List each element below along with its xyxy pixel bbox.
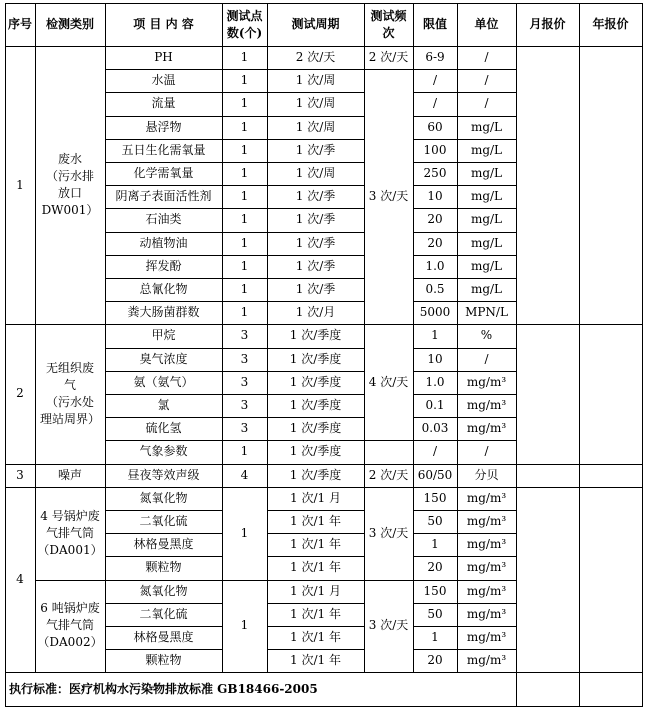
- unit-label: mg/m³: [466, 374, 507, 389]
- item-name: 动植物油: [139, 235, 188, 250]
- test-period: 1 次/季: [295, 212, 336, 227]
- unit-label: mg/m³: [466, 560, 507, 575]
- limit-value: 5000: [419, 305, 451, 320]
- test-points: 1: [240, 166, 249, 181]
- limit-value: /: [432, 444, 438, 459]
- category-label: 4 号锅炉废 气排气筒 （DA001）: [37, 508, 103, 557]
- test-period: 1 次/周: [295, 119, 336, 134]
- category-label: 6 吨锅炉废 气排气筒 （DA002）: [37, 601, 103, 650]
- column-header: 年报价: [592, 17, 629, 31]
- unit-label: %: [480, 328, 493, 343]
- column-header: 月报价: [529, 17, 566, 31]
- column-header: 项 目 内 容: [133, 17, 194, 31]
- unit-label: /: [484, 351, 489, 366]
- column-header: 检测类别: [45, 17, 94, 31]
- test-points: 3: [240, 328, 249, 343]
- item-name: 悬浮物: [145, 119, 182, 134]
- unit-label: mg/L: [470, 189, 503, 204]
- limit-value: 20: [427, 235, 443, 250]
- unit-label: mg/L: [470, 142, 503, 157]
- item-name: 昼夜等效声级: [127, 467, 200, 482]
- test-frequency: [364, 440, 413, 463]
- item-name: 水温: [151, 73, 176, 88]
- unit-label: mg/L: [470, 119, 503, 134]
- item-name: 气象参数: [139, 444, 188, 459]
- grid-line: [105, 3, 106, 673]
- test-period: 1 次/季度: [289, 351, 342, 366]
- unit-label: 分贝: [474, 467, 499, 482]
- unit-label: mg/m³: [466, 421, 507, 436]
- limit-value: 100: [423, 142, 447, 157]
- limit-value: 1.0: [425, 374, 445, 389]
- test-points: 1: [240, 73, 249, 88]
- grid-line: [5, 706, 643, 707]
- item-name: 氮氧化物: [139, 583, 188, 598]
- item-name: 挥发酚: [145, 258, 182, 273]
- test-period: 1 次/1 月: [290, 490, 341, 505]
- grid-line: [457, 3, 458, 673]
- limit-value: 50: [427, 606, 443, 621]
- test-points: 1: [240, 119, 249, 134]
- test-period: 1 次/季度: [289, 444, 342, 459]
- test-points: 1: [240, 212, 249, 227]
- test-points: 3: [240, 398, 249, 413]
- test-points: 3: [240, 374, 249, 389]
- limit-value: 1: [431, 328, 439, 343]
- item-name: 二氧化硫: [139, 606, 188, 621]
- column-header: 序号: [7, 17, 32, 31]
- test-frequency: 3 次/天: [368, 189, 409, 204]
- test-frequency: 3 次/天: [368, 618, 409, 633]
- test-period: 1 次/1 年: [290, 514, 341, 529]
- column-header: 单位: [474, 17, 499, 31]
- test-period: 1 次/周: [295, 166, 336, 181]
- row-number: 4: [16, 572, 24, 587]
- standard-note: 执行标准：医疗机构水污染物排放标准 GB18466-2005: [9, 681, 318, 696]
- row-number: 2: [16, 386, 24, 401]
- unit-label: mg/L: [470, 212, 503, 227]
- test-points: 1: [240, 444, 249, 459]
- limit-value: 0.1: [425, 398, 445, 413]
- test-frequency: 2 次/天: [368, 467, 409, 482]
- unit-label: mg/L: [470, 282, 503, 297]
- limit-value: 10: [427, 351, 443, 366]
- unit-label: mg/L: [470, 258, 503, 273]
- grid-line: [222, 3, 223, 673]
- limit-value: 60: [427, 119, 443, 134]
- unit-label: mg/m³: [466, 583, 507, 598]
- grid-line: [516, 3, 517, 707]
- grid-line: [267, 3, 268, 673]
- limit-value: 20: [427, 212, 443, 227]
- grid-line: [5, 3, 6, 707]
- test-period: 1 次/季度: [289, 398, 342, 413]
- test-frequency: 3 次/天: [368, 525, 409, 540]
- limit-value: 20: [427, 560, 443, 575]
- limit-value: 1.0: [425, 258, 445, 273]
- test-period: 1 次/月: [295, 305, 336, 320]
- item-name: 甲烷: [151, 328, 176, 343]
- limit-value: 0.03: [421, 421, 449, 436]
- unit-label: mg/m³: [466, 514, 507, 529]
- limit-value: 0.5: [425, 282, 445, 297]
- test-period: 1 次/季: [295, 142, 336, 157]
- limit-value: 60/50: [417, 467, 453, 482]
- test-period: 1 次/季: [295, 235, 336, 250]
- test-points: 3: [240, 351, 249, 366]
- category-label: 噪声: [57, 467, 82, 482]
- item-name: 总氰化物: [139, 282, 188, 297]
- test-points: 1: [240, 189, 249, 204]
- item-name: 氯: [157, 398, 170, 413]
- grid-line: [35, 3, 36, 673]
- unit-label: mg/m³: [466, 537, 507, 552]
- test-points: 1: [240, 142, 249, 157]
- unit-label: mg/m³: [466, 653, 507, 668]
- unit-label: mg/m³: [466, 398, 507, 413]
- row-number: 3: [16, 467, 24, 482]
- test-points: 1: [240, 50, 249, 65]
- item-name: 石油类: [145, 212, 182, 227]
- category-label: 无组织废 气 （污水处 理站周界）: [39, 360, 100, 426]
- monitoring-quote-table: [5, 3, 642, 710]
- item-name: 氮氧化物: [139, 490, 188, 505]
- test-period: 1 次/1 年: [290, 630, 341, 645]
- test-period: 2 次/天: [295, 50, 336, 65]
- test-period: 1 次/季度: [289, 328, 342, 343]
- test-points: 3: [240, 421, 249, 436]
- test-period: 1 次/季: [295, 282, 336, 297]
- item-name: 化学需氧量: [133, 166, 194, 181]
- test-points: 1: [240, 525, 249, 540]
- limit-value: 150: [423, 490, 447, 505]
- category-label: 废水 （污水排 放口 DW001）: [41, 152, 99, 218]
- unit-label: mg/m³: [466, 606, 507, 621]
- unit-label: /: [484, 73, 489, 88]
- unit-label: /: [484, 96, 489, 111]
- grid-line: [642, 3, 643, 707]
- test-frequency: 4 次/天: [368, 374, 409, 389]
- item-name: 硫化氢: [145, 421, 182, 436]
- unit-label: MPN/L: [465, 305, 508, 320]
- limit-value: /: [432, 73, 438, 88]
- item-name: 氨（氨气）: [133, 374, 194, 389]
- unit-label: /: [484, 444, 489, 459]
- item-name: 臭气浓度: [139, 351, 188, 366]
- test-period: 1 次/季度: [289, 467, 342, 482]
- test-period: 1 次/1 年: [290, 560, 341, 575]
- test-period: 1 次/季度: [289, 421, 342, 436]
- item-name: 颗粒物: [145, 560, 182, 575]
- test-period: 1 次/季度: [289, 374, 342, 389]
- test-period: 1 次/1 年: [290, 537, 341, 552]
- test-period: 1 次/周: [295, 96, 336, 111]
- item-name: 林格曼黑度: [133, 630, 194, 645]
- test-period: 1 次/季: [295, 189, 336, 204]
- item-name: PH: [154, 50, 173, 65]
- column-header: 测试点数(个): [226, 8, 263, 40]
- test-period: 1 次/季: [295, 258, 336, 273]
- test-period: 1 次/1 月: [290, 583, 341, 598]
- unit-label: mg/L: [470, 235, 503, 250]
- limit-value: 1: [431, 537, 439, 552]
- limit-value: 10: [427, 189, 443, 204]
- test-points: 1: [240, 618, 249, 633]
- item-name: 林格曼黑度: [133, 537, 194, 552]
- test-frequency: 2 次/天: [368, 50, 409, 65]
- item-name: 粪大肠菌群数: [127, 305, 200, 320]
- limit-value: 20: [427, 653, 443, 668]
- limit-value: 150: [423, 583, 447, 598]
- limit-value: 6-9: [425, 50, 445, 65]
- row-number: 1: [16, 177, 24, 192]
- test-points: 1: [240, 96, 249, 111]
- limit-value: /: [432, 96, 438, 111]
- unit-label: mg/L: [470, 166, 503, 181]
- grid-line: [579, 3, 580, 707]
- grid-line: [413, 3, 414, 673]
- unit-label: mg/m³: [466, 630, 507, 645]
- item-name: 流量: [151, 96, 176, 111]
- item-name: 五日生化需氧量: [121, 142, 206, 157]
- limit-value: 250: [423, 166, 447, 181]
- limit-value: 1: [431, 630, 439, 645]
- item-name: 二氧化硫: [139, 514, 188, 529]
- column-header: 测试周期: [291, 17, 340, 31]
- test-points: 1: [240, 235, 249, 250]
- test-period: 1 次/1 年: [290, 653, 341, 668]
- test-points: 4: [240, 467, 249, 482]
- column-header: 限值: [422, 17, 447, 31]
- grid-line: [364, 3, 365, 673]
- test-points: 1: [240, 282, 249, 297]
- test-points: 1: [240, 258, 249, 273]
- item-name: 颗粒物: [145, 653, 182, 668]
- test-points: 1: [240, 305, 249, 320]
- test-period: 1 次/周: [295, 73, 336, 88]
- column-header: 测试频次: [370, 8, 407, 40]
- item-name: 阴离子表面活性剂: [115, 189, 212, 204]
- limit-value: 50: [427, 514, 443, 529]
- test-period: 1 次/1 年: [290, 606, 341, 621]
- unit-label: mg/m³: [466, 490, 507, 505]
- unit-label: /: [484, 50, 489, 65]
